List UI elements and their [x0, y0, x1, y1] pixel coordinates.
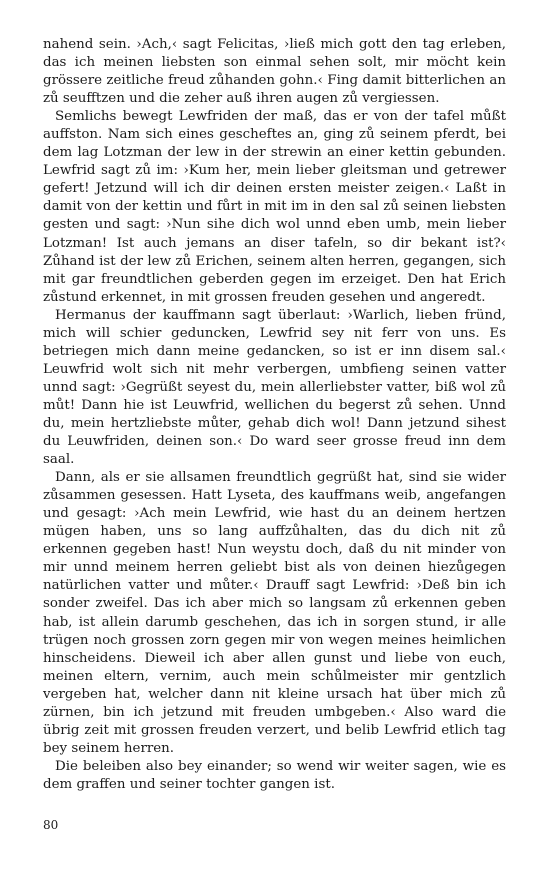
paragraph: Die beleiben also bey einander; so wend wir weiter sagen, wie es dem graffen und seiner tochter gangen ist.	[43, 758, 506, 792]
paragraph: Semlichs bewegt Lewfriden der maß, das er von der tafel můßt auffston. Nam sich eines gescheftes an, ging zů seinem pferdt, bei dem lag Lotzman der lew in der strewin an einer kettin gebunden. Lewfrid sagt zů im: ›Kum her, mein lieber gleitsman und getrewer gefert! Jetzund will ich dir deinen ersten meister zeigen.‹ Laßt in damit von der kettin und fůrt in mit im in den sal zů seinen liebsten gesten und sagt: ›Nun sihe dich wol unnd eben umb, mein lieber Lotzman! Ist auch jemans an diser tafeln, so dir bekant ist?‹ Zůhand ist der lew zů Erichen, seinem alten herren, gegangen, sich mit gar freundtlichen geberden gegen im erzeiget. Den hat Erich zůstund erkennet, in mit grossen freuden gesehen und angeredt.	[43, 109, 506, 305]
paragraph: Hermanus der kauffmann sagt überlaut: ›Warlich, lieben fründ, mich will schier geduncken, Lewfrid sey nit ferr von uns. Es betriegen mich dann meine gedancken, so ist er inn disem sal.‹ Leuwfrid wolt sich nit mehr verbergen, umbfieng seinen vatter unnd sagt: ›Gegrüßt seyest du, mein allerliebster vatter, biß wol zů můt! Dann hie ist Leuwfrid, wellichen du begerst zů sehen. Unnd du, mein hertzliebste můter, gehab dich wol! Dann jetzund sihest du Leuwfriden, deinen son.‹ Do ward seer grosse freud inn dem saal.	[43, 307, 506, 468]
page-number: 80	[43, 818, 59, 832]
paragraph: Dann, als er sie allsamen freundtlich gegrüßt hat, sind sie wider zůsammen gesessen. Hatt Lyseta, des kauffmans weib, angefangen und gesagt: ›Ach mein Lewfrid, wie hast du an deinem hertzen mügen haben, uns so lang auffzůhalten, das du dich nit zů erkennen gegeben hast! Nun weystu doch, daß du nit minder von mir unnd meinem herren geliebt bist als von deinen hiezůgegen natürlichen vatter und můter.‹ Drauff sagt Lewfrid: ›Deß bin ich sonder zweifel. Das ich aber mich so langsam zů erkennen geben hab, ist allein darumb geschehen, das ich in sorgen stund, ir alle trügen noch grossen zorn gegen mir von wegen meines heimlichen hinscheidens. Dieweil ich aber allen gunst und liebe von euch, meinen eltern, vernim, auch mein schůlmeister mir gentzlich vergeben hat, welcher dann nit kleine ursach hat über mich zů zürnen, bin ich jetzund mit freuden umbgeben.‹ Also ward die übrig zeit mit grossen freuden verzert, und belib Lewfrid etlich tag bey seinem herren.	[43, 470, 506, 756]
paragraph: nahend sein. ›Ach,‹ sagt Felicitas, ›ließ mich gott den tag erleben, das ich meinen liebsten son einmal sehen solt, mir möcht kein grössere zeitliche freud zůhanden gohn.‹ Fing damit bitterlichen an zů seufftzen und die zeher auß ihren augen zů vergiessen.	[43, 37, 506, 107]
body-text	[43, 36, 506, 794]
